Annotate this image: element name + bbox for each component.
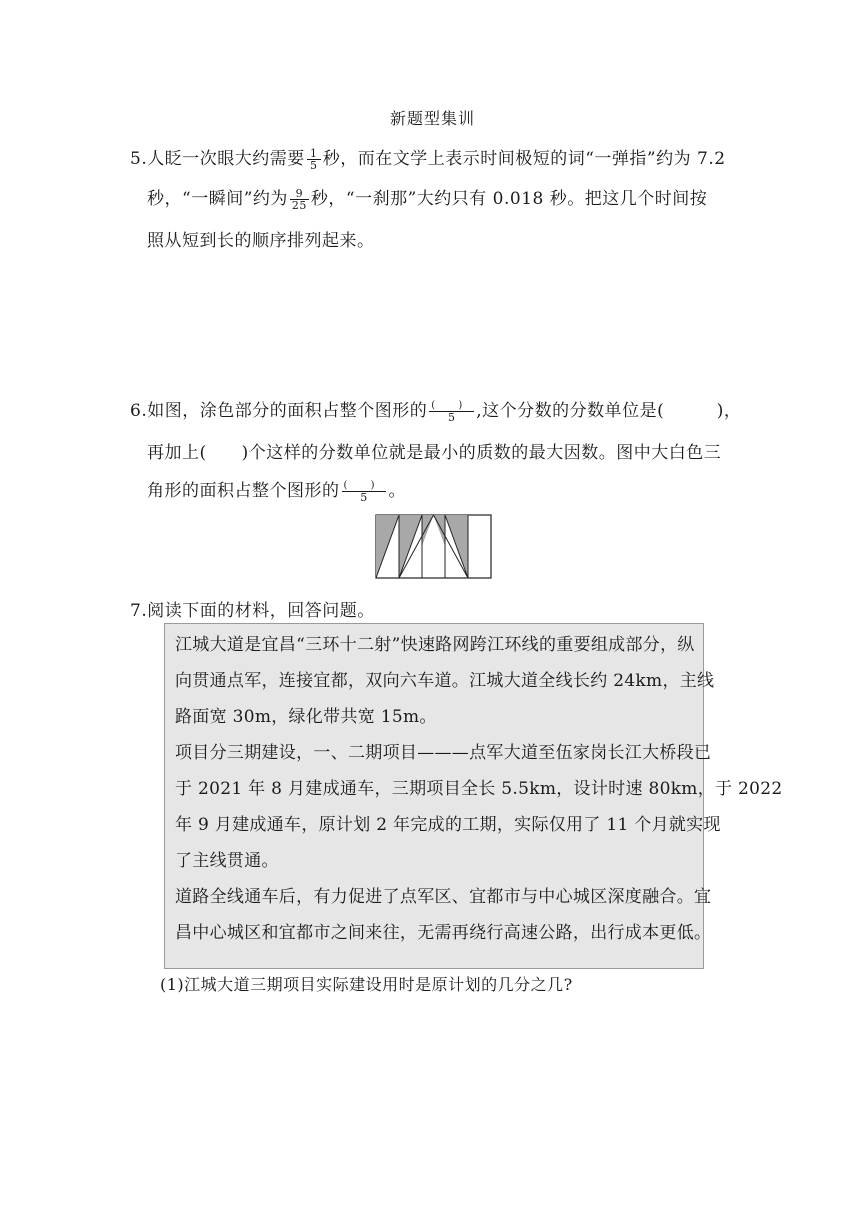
q6-text-1b: ,这个分数的分数单位是( )， — [476, 401, 742, 421]
q6-text-3b: 。 — [388, 481, 406, 501]
q5-line-1 — [130, 144, 726, 171]
q5-line-2 — [147, 184, 707, 211]
q5-text-1a: 人眨一次眼大约需要 — [147, 149, 305, 169]
q5-fraction-1: $\frac{1}{5}$ — [307, 148, 321, 171]
passage-line: 项目分三期建设，一、二期项目———点军大道至伍家岗长江大桥段已 — [175, 743, 712, 763]
q5-text-2a: 秒，“一瞬间”约为 — [147, 189, 288, 209]
passage-line: 了主线贯通。 — [175, 851, 279, 871]
q5-fraction-2: $\frac{9}{25}$ — [291, 187, 307, 212]
q6-fraction-blank-1: $\frac{( )}{5}$ — [431, 399, 473, 424]
q5-text-2b: 秒，“一刹那”大约只有 0.018 秒。把这几个时间按 — [310, 189, 708, 209]
q6-text-3a: 角形的面积占整个图形的 — [147, 481, 340, 501]
passage-line: 道路全线通车后，有力促进了点军区、宜都市与中心城区深度融合。宜 — [175, 887, 712, 907]
q7-intro: 阅读下面的材料，回答问题。 — [147, 601, 375, 621]
q6-figure — [375, 514, 493, 580]
q7-line-1 — [130, 596, 375, 621]
passage-line: 年 9 月建成通车，原计划 2 年完成的工期，实际仅用了 11 个月就实现 — [175, 815, 721, 835]
section-title: 新题型集训 — [390, 109, 476, 128]
q5-text-1b: 秒，而在文学上表示时间极短的词“一弹指”约为 7.2 — [322, 149, 726, 169]
q7-number: 7. — [130, 601, 148, 621]
passage-line: 路面宽 30m，绿化带共宽 15m。 — [175, 707, 437, 727]
passage-line: 江城大道是宜昌“三环十二射”快速路网跨江环线的重要组成部分，纵 — [175, 635, 695, 655]
q6-line-2: 再加上( )个这样的分数单位就是最小的质数的最大因数。图中大白色三 — [147, 443, 722, 463]
passage-line: 向贯通点军，连接宜都，双向六车道。江城大道全线长约 24km，主线 — [175, 671, 715, 691]
q5-line-3: 照从短到长的顺序排列起来。 — [147, 231, 375, 251]
passage-line: 于 2021 年 8 月建成通车，三期项目全长 5.5km，设计时速 80km，于 2022 — [175, 779, 783, 799]
q6-number: 6. — [130, 401, 148, 421]
q6-line-1 — [130, 396, 741, 423]
q5-number: 5. — [130, 149, 148, 169]
passage-line: 昌中心城区和宜都市之间来往，无需再绕行高速公路，出行成本更低。 — [175, 923, 712, 943]
q6-line-3 — [147, 476, 406, 503]
q6-text-1a: 如图，涂色部分的面积占整个图形的 — [147, 401, 428, 421]
q6-fraction-blank-2: $\frac{( )}{5}$ — [343, 479, 385, 504]
q7-subquestion-1: (1)江城大道三期项目实际建设用时是原计划的几分之几? — [160, 975, 573, 994]
reading-passage-box — [164, 623, 783, 969]
